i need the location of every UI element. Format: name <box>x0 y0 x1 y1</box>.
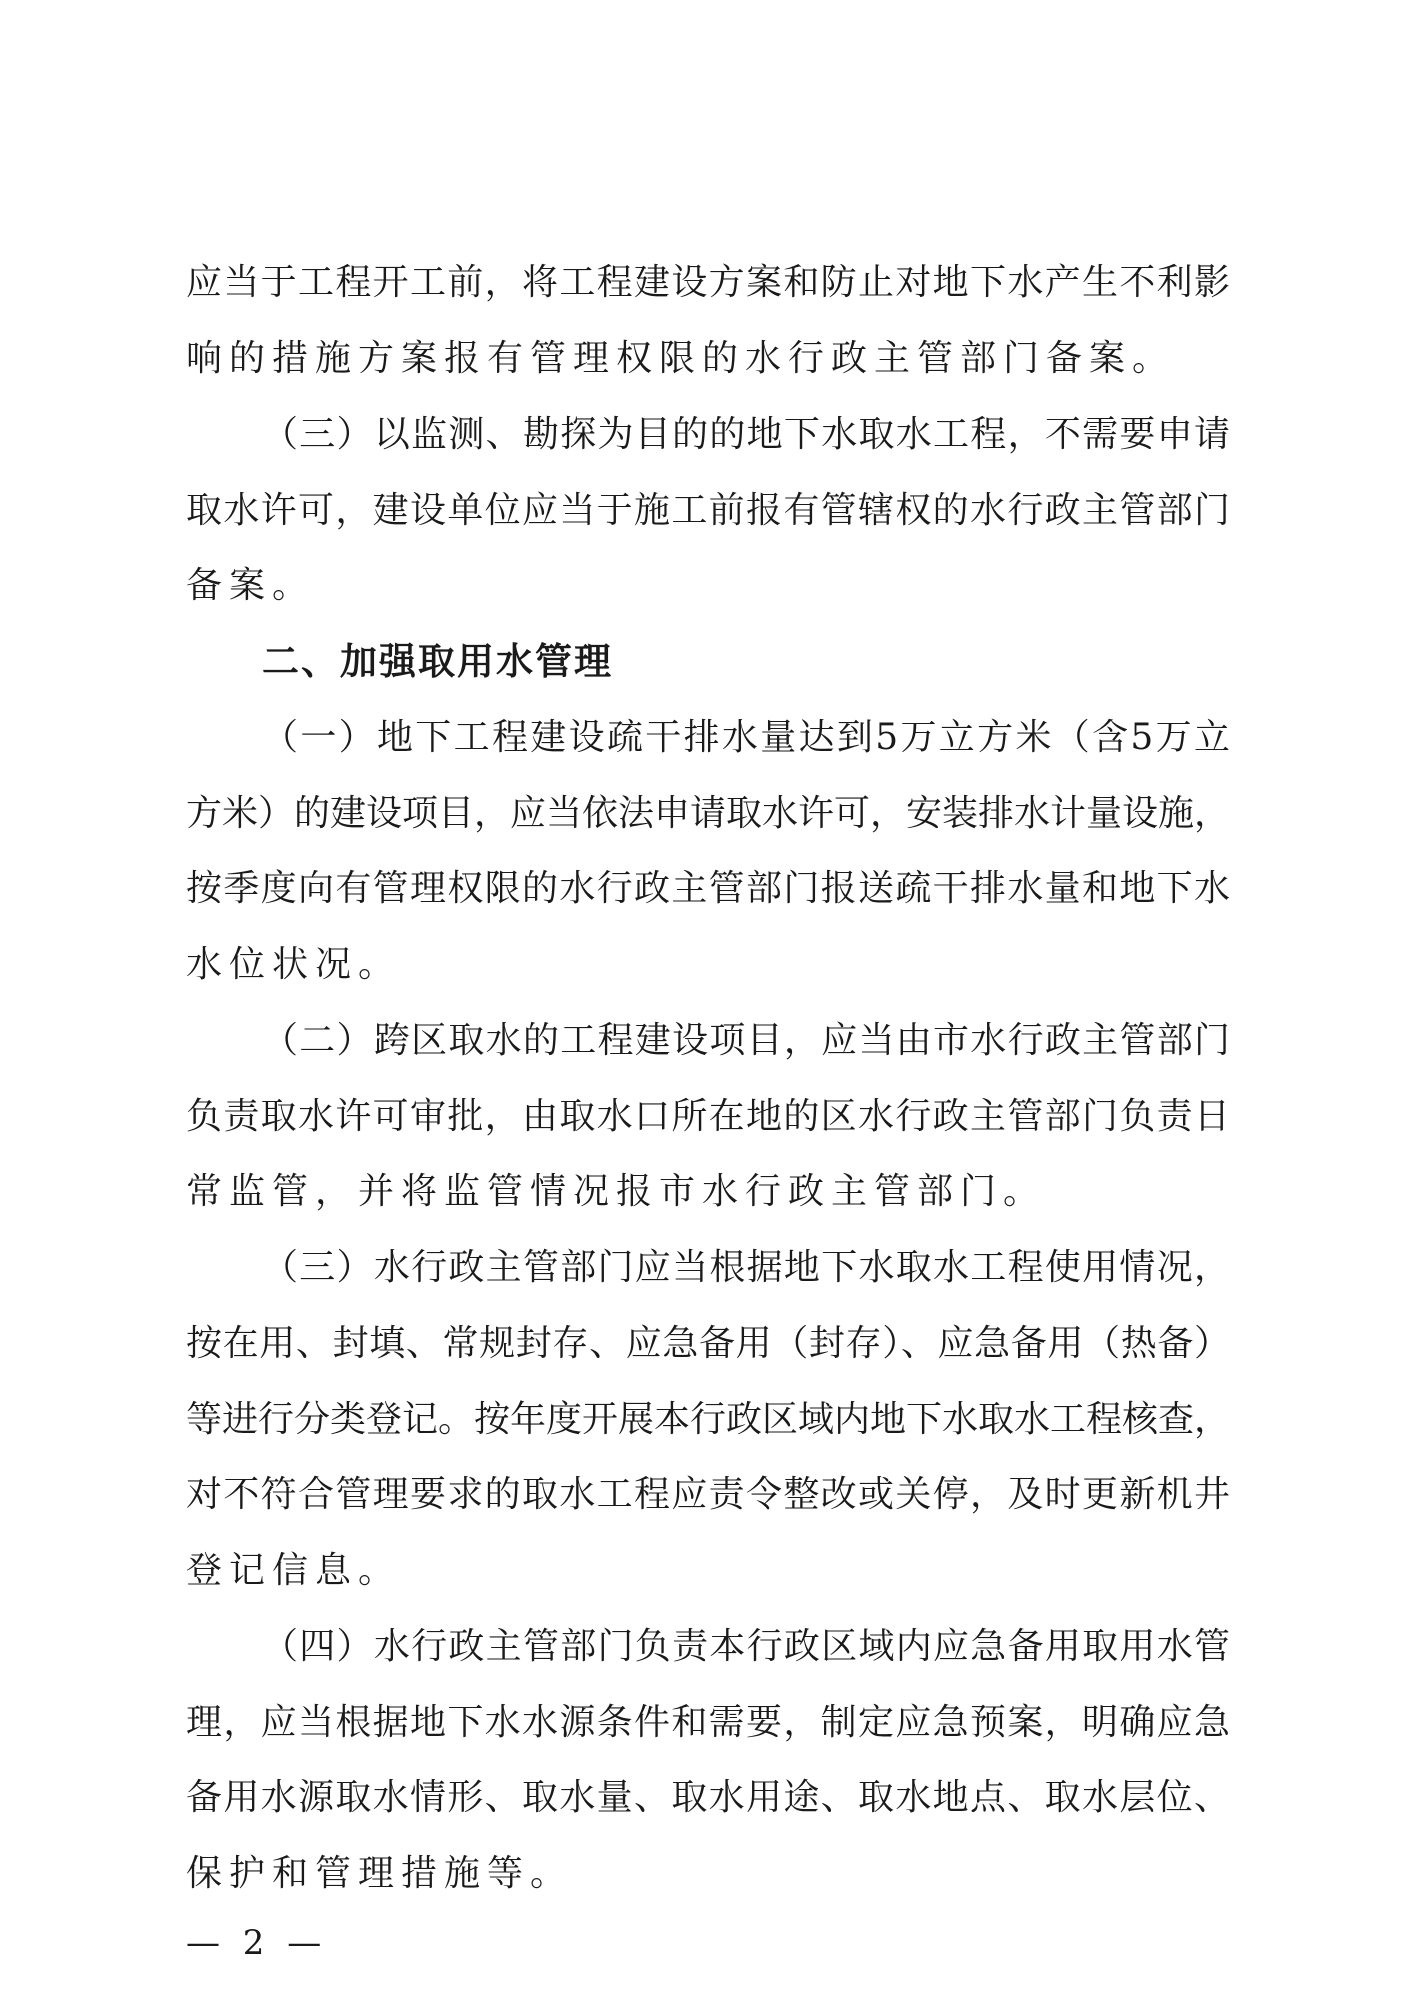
body-text-line: 对不符合管理要求的取水工程应责令整改或关停，及时更新机井 <box>186 1474 1230 1515</box>
body-text-line: （三）以监测、勘探为目的的地下水取水工程，不需要申请 <box>262 414 1230 455</box>
body-text-line: 方米）的建设项目，应当依法申请取水许可，安装排水计量设施， <box>186 793 1231 834</box>
body-text-line: 常监管，并将监管情况报市水行政主管部门。 <box>186 1171 1047 1212</box>
body-text-line: 应当于工程开工前，将工程建设方案和防止对地下水产生不利影 <box>186 262 1230 303</box>
body-text-line: （三）水行政主管部门应当根据地下水取水工程使用情况， <box>262 1247 1230 1288</box>
body-text-line: 负责取水许可审批，由取水口所在地的区水行政主管部门负责日 <box>186 1096 1230 1137</box>
body-text-line: 登记信息。 <box>186 1550 402 1591</box>
page-number: — 2 — <box>186 1923 328 1963</box>
body-text-line: 等进行分类登记。按年度开展本行政区域内地下水取水工程核查， <box>186 1399 1231 1440</box>
body-text-line: 按季度向有管理权限的水行政主管部门报送疏干排水量和地下水 <box>186 868 1230 909</box>
body-text-line: （二）跨区取水的工程建设项目，应当由市水行政主管部门 <box>262 1020 1230 1061</box>
body-text-line: 水位状况。 <box>186 944 402 985</box>
body-text-line: 备用水源取水情形、取水量、取水用途、取水地点、取水层位、 <box>186 1777 1230 1818</box>
body-text-line: 取水许可，建设单位应当于施工前报有管辖权的水行政主管部门 <box>186 490 1230 531</box>
body-text-line: 按在用、封填、常规封存、应急备用（封存）、应急备用（热备） <box>186 1323 1230 1364</box>
body-text-line: （四）水行政主管部门负责本行政区域内应急备用取用水管 <box>262 1626 1230 1667</box>
body-text-line: 保护和管理措施等。 <box>186 1853 574 1894</box>
body-text-line: 理，应当根据地下水水源条件和需要，制定应急预案，明确应急 <box>186 1702 1230 1743</box>
body-text-line: 响的措施方案报有管理权限的水行政主管部门备案。 <box>186 338 1176 379</box>
body-text-line: （一）地下工程建设疏干排水量达到5万立方米（含5万立 <box>262 717 1230 758</box>
body-text-line: 备案。 <box>186 565 316 606</box>
section-heading: 二、加强取用水管理 <box>262 640 613 683</box>
